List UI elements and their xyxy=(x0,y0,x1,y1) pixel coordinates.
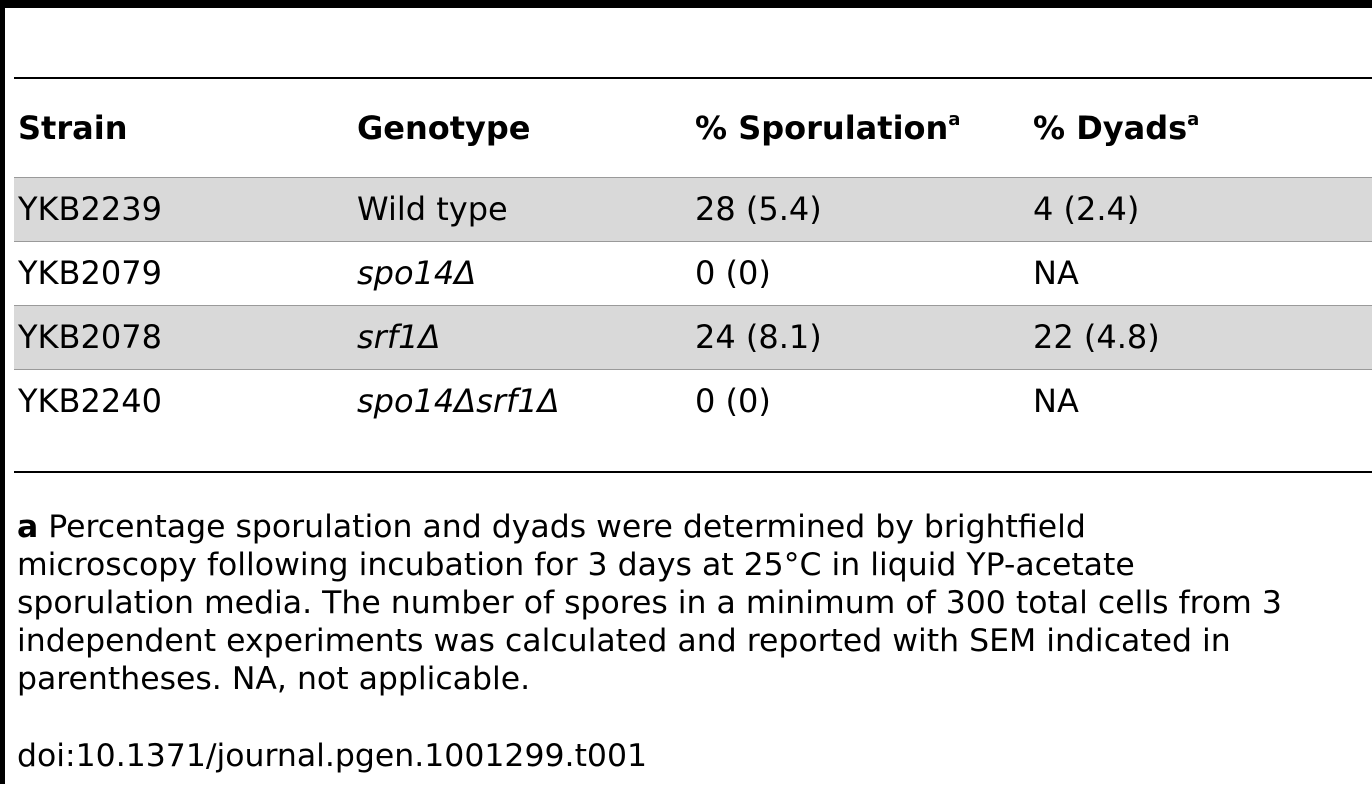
table-header-row xyxy=(14,79,1372,177)
genotype-cell: srf1Δ xyxy=(357,318,441,356)
footnote-ref: a xyxy=(948,109,961,130)
dyads-cell: NA xyxy=(1033,382,1079,420)
sporulation-cell: 0 (0) xyxy=(695,382,771,420)
column-header-dyads: % Dyads$^a$ xyxy=(1033,109,1200,147)
column-header-strain: Strain xyxy=(18,109,128,147)
genotype-cell: spo14Δsrf1Δ xyxy=(357,382,560,420)
sporulation-cell: 0 (0) xyxy=(695,254,771,292)
footnote-ref: a xyxy=(1187,109,1200,130)
column-header-sporulation: % Sporulation$^a$ xyxy=(695,109,961,147)
dyads-cell: NA xyxy=(1033,254,1079,292)
column-header-genotype: Genotype xyxy=(357,109,531,147)
footnote-marker: a xyxy=(17,509,39,545)
footnote-line: sporulation media. The number of spores in a minimum of 300 total cells from 3 xyxy=(17,585,1282,621)
table-row xyxy=(14,177,1372,241)
table-row xyxy=(14,241,1372,305)
dyads-cell: 22 (4.8) xyxy=(1033,318,1160,356)
left-border-rule xyxy=(0,0,5,784)
dyads-cell: 4 (2.4) xyxy=(1033,190,1140,228)
strain-cell: YKB2240 xyxy=(18,382,162,420)
footnote-line: microscopy following incubation for 3 days at 25°C in liquid YP-acetate xyxy=(17,547,1135,583)
doi-text: doi:10.1371/journal.pgen.1001299.t001 xyxy=(17,738,648,774)
footnote-line: parentheses. NA, not applicable. xyxy=(17,661,531,697)
genotype-cell: spo14Δ xyxy=(357,254,477,292)
table-footnote xyxy=(17,508,1369,698)
strain-cell: YKB2079 xyxy=(18,254,162,292)
footnote-line: independent experiments was calculated and reported with SEM indicated in xyxy=(17,623,1231,659)
strain-table xyxy=(14,79,1372,433)
strain-cell: YKB2078 xyxy=(18,318,162,356)
sporulation-cell: 28 (5.4) xyxy=(695,190,822,228)
table-row xyxy=(14,369,1372,433)
table-bottom-rule xyxy=(14,471,1372,473)
table-row xyxy=(14,305,1372,369)
strain-cell: YKB2239 xyxy=(18,190,162,228)
footnote-line: a Percentage sporulation and dyads were determined by brightfield xyxy=(17,509,1086,545)
top-border-rule xyxy=(0,0,1372,8)
sporulation-cell: 24 (8.1) xyxy=(695,318,822,356)
genotype-cell: Wild type xyxy=(357,190,508,228)
